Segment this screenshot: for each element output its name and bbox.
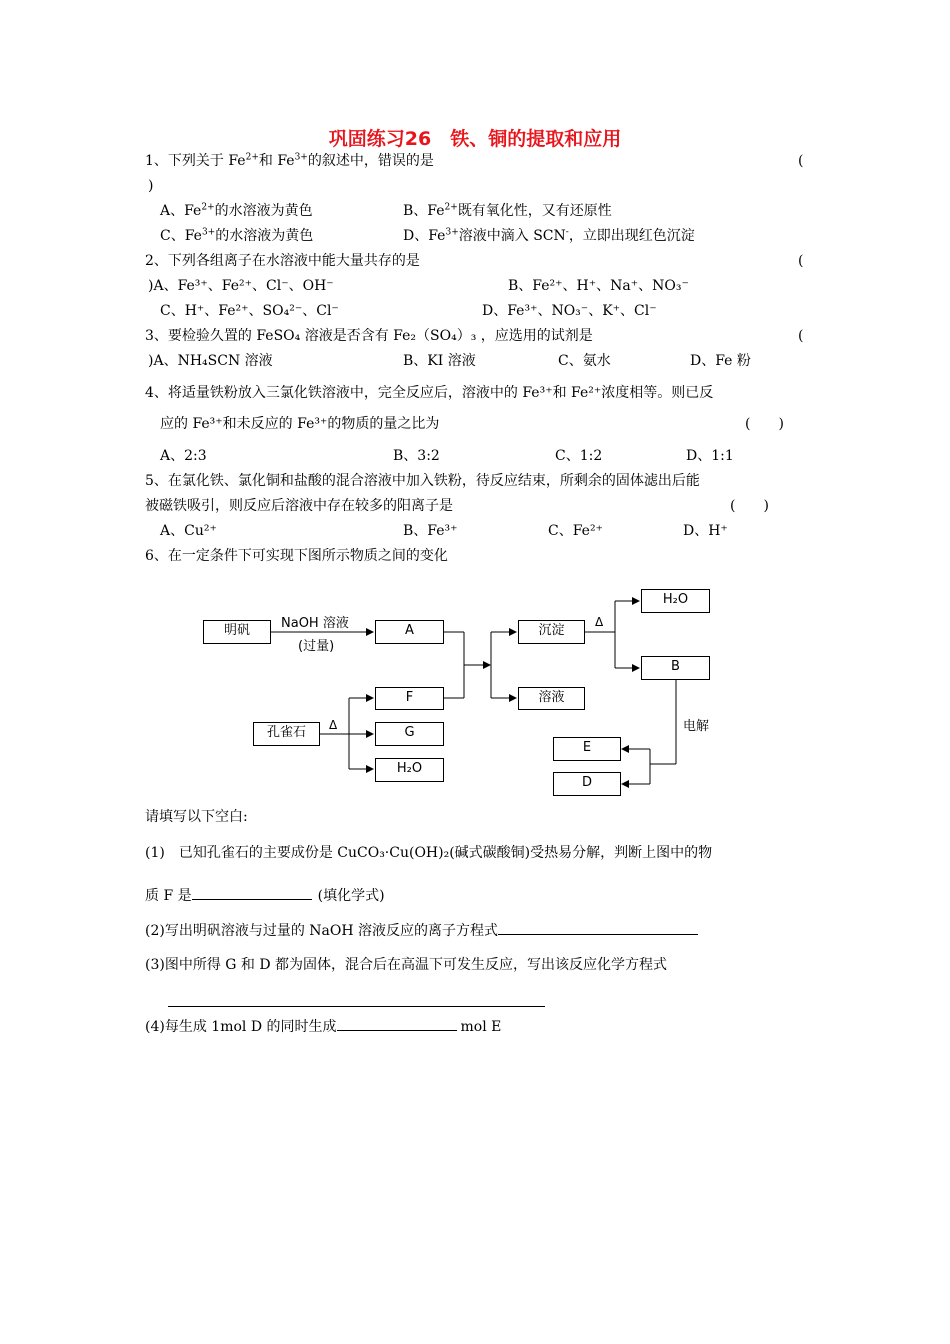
box-rongye: 溶液 — [518, 687, 585, 710]
label-delta-heat: Δ — [329, 718, 338, 732]
q5-option-b: B、Fe³⁺ — [403, 523, 458, 539]
box-kongqueshi: 孔雀石 — [253, 722, 320, 746]
q3-option-c: C、氨水 — [558, 353, 611, 369]
q3-option-d: D、Fe 粉 — [690, 353, 751, 369]
part4: (4)每生成 1mol D 的同时生成 mol E — [145, 1016, 501, 1036]
q4-option-b: B、3:2 — [393, 448, 440, 464]
page-title: 巩固练习26 铁、铜的提取和应用 — [328, 128, 622, 150]
q5-line1: 5、在氯化铁、氯化铜和盐酸的混合溶液中加入铁粉，待反应结束，所剩余的固体滤出后能 — [145, 473, 700, 489]
q1-stem: 1、下列关于 $Fe^{2+}$和 $Fe^{3+}$的叙述中，错误的是 — [145, 152, 434, 169]
q4-option-c: C、1:2 — [555, 448, 603, 464]
q2-stem: 2、下列各组离子在水溶液中能大量共存的是 — [145, 253, 420, 269]
answer-blank-mol-e[interactable] — [337, 1016, 457, 1031]
q5-option-c: C、Fe²⁺ — [548, 523, 603, 539]
q5-line2: 被磁铁吸引，则反应后溶液中存在较多的阳离子是 — [145, 498, 453, 514]
label-naoh: NaOH 溶液 — [281, 616, 349, 631]
part1-line1: (1) 已知孔雀石的主要成份是 CuCO₃·Cu(OH)₂(碱式碳酸铜)受热易分解，判断上图中的物 — [145, 845, 713, 861]
q1-option-d: D、$Fe^{3+}$溶液中滴入 SCN-，立即出现红色沉淀 — [403, 227, 695, 244]
q4-line1: 4、将适量铁粉放入三氯化铁溶液中，完全反应后，溶液中的 Fe³⁺和 Fe²⁺浓度相等。则已反 — [145, 385, 714, 401]
q2-option-b: B、Fe²⁺、H⁺、Na⁺、NO₃⁻ — [508, 278, 689, 294]
answer-blank-f[interactable] — [192, 885, 312, 900]
box-h2o-bottom: H₂O — [375, 758, 444, 782]
label-delta-decompose: Δ — [595, 615, 604, 629]
box-mingfan: 明矾 — [203, 620, 271, 644]
answer-blank-ionic-equation[interactable] — [498, 920, 698, 935]
box-chendian: 沉淀 — [518, 620, 585, 644]
part1-line2: 质 F 是 (填化学式) — [145, 885, 385, 905]
q1-option-a: A、$Fe^{2+}$的水溶液为黄色 — [160, 202, 313, 219]
q2-option-d: D、Fe³⁺、NO₃⁻、K⁺、Cl⁻ — [482, 303, 657, 319]
q1-paren-open: ( — [798, 153, 804, 169]
q2-paren-open: ( — [798, 253, 804, 269]
answer-blank-equation[interactable] — [168, 992, 545, 1007]
label-excess: (过量) — [298, 639, 335, 654]
q2-option-c: C、H⁺、Fe²⁺、SO₄²⁻、Cl⁻ — [160, 303, 339, 319]
q2-option-a: )A、Fe³⁺、Fe²⁺、Cl⁻、OH⁻ — [148, 278, 334, 294]
box-h2o-top: H₂O — [641, 589, 710, 613]
box-g: G — [375, 722, 444, 746]
q1-option-b: B、$Fe^{2+}$既有氧化性，又有还原性 — [403, 202, 612, 219]
q4-paren: ( ) — [745, 416, 784, 432]
q4-line2: 应的 Fe³⁺和未反应的 Fe³⁺的物质的量之比为 — [160, 416, 440, 432]
box-a: A — [375, 620, 444, 644]
q5-paren: ( ) — [730, 498, 769, 514]
box-f: F — [375, 687, 444, 710]
q6-stem: 6、在一定条件下可实现下图所示物质之间的变化 — [145, 548, 448, 564]
fill-intro: 请填写以下空白: — [145, 809, 248, 825]
label-dianjie: 电解 — [683, 719, 710, 734]
q3-paren-open: ( — [798, 328, 804, 344]
q3-option-b: B、KI 溶液 — [403, 353, 476, 369]
q4-option-d: D、1:1 — [686, 448, 734, 464]
q3-option-a: )A、NH₄SCN 溶液 — [148, 353, 273, 369]
q5-option-d: D、H⁺ — [683, 523, 728, 539]
q5-option-a: A、Cu²⁺ — [160, 523, 217, 539]
part2: (2)写出明矾溶液与过量的 NaOH 溶液反应的离子方程式 — [145, 920, 698, 940]
box-e: E — [553, 737, 621, 761]
q3-stem: 3、要检验久置的 FeSO₄ 溶液是否含有 Fe₂（SO₄）₃ ，应选用的试剂是 — [145, 328, 593, 344]
q1-option-c: C、$Fe^{3+}$的水溶液为黄色 — [160, 227, 314, 244]
box-b: B — [641, 656, 710, 680]
q1-paren-close: ) — [148, 178, 154, 194]
box-d: D — [553, 772, 621, 796]
part3: (3)图中所得 G 和 D 都为固体，混合后在高温下可发生反应，写出该反应化学方程式 — [145, 957, 668, 973]
q4-option-a: A、2:3 — [160, 448, 207, 464]
